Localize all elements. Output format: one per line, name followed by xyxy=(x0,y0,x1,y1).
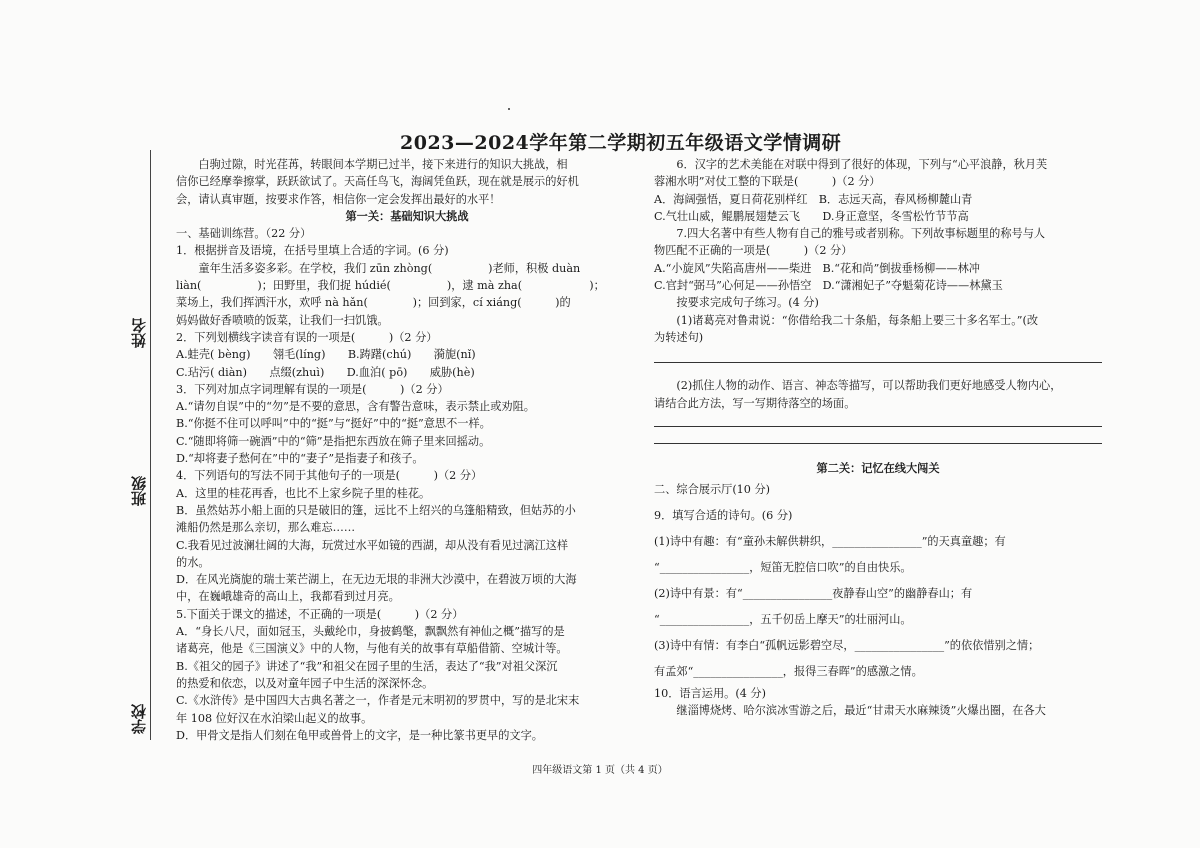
question-2: 2．下列划横线字读音有误的一项是( )（2 分） xyxy=(176,330,438,344)
school-label: 学校 xyxy=(130,704,148,734)
intro-line: 白驹过隙，时光荏苒，转眼间本学期已过半，接下来进行的知识大挑战，相 xyxy=(198,158,568,171)
option-line: 诸葛亮，他是《三国演义》中的人物，与他有关的故事有草船借箭、空城计等。 xyxy=(176,642,568,656)
question-line: 为转述句) xyxy=(654,330,704,344)
section1-title: 第一关：基础知识大挑战 xyxy=(345,208,469,223)
option-line: D．在风光旖旎的瑞士莱芒湖上，在无边无垠的非洲大沙漠中，在碧波万顷的大海 xyxy=(176,573,577,587)
option-line: D.“却将妻子愁何在”中的“妻子”是指妻子和孩子。 xyxy=(176,452,424,466)
question-4: 4．下列语句的写法不同于其他句子的一项是( )（2 分） xyxy=(176,469,483,483)
option-line: 中，在巍峨雄奇的高山上，我都看到过月亮。 xyxy=(176,590,400,604)
option-line: B.《祖父的园子》讲述了“我”和祖父在园子里的生活，表达了“我”对祖父深沉 xyxy=(176,659,558,673)
poem-blank-line: “________________，短笛无腔信口吹”的自由快乐。 xyxy=(654,561,912,575)
question-3: 3．下列对加点字词理解有误的一项是( )（2 分） xyxy=(176,382,449,396)
question-line: 继淄博烧烤、哈尔滨冰雪游之后，最近“甘肃天水麻辣烫”火爆出圈，在各大 xyxy=(676,704,1046,718)
option-line: 年 108 位好汉在水泊梁山起义的故事。 xyxy=(176,711,373,725)
option-line: 滩船仍然是那么亲切，那么难忘…… xyxy=(176,521,356,535)
question-line: 童年生活多姿多彩。在学校，我们 zūn zhòng( )老师，积极 duàn xyxy=(198,261,581,275)
question-1: 1．根据拼音及语境，在括号里填上合适的字词。(6 分) xyxy=(176,244,449,258)
option-line: C.玷污( diàn) 点缀(zhuì) D.血泊( pō) 威胁(hè) xyxy=(176,365,475,379)
option-line: 的热爱和依恋，以及对童年园子中生活的深深怀念。 xyxy=(176,676,434,690)
part-heading: 一、基础训练营。（22 分） xyxy=(176,227,312,241)
poem-blank-line: (3)诗中有情：有李白“孤帆远影碧空尽，________________”的依依惜别之情； xyxy=(654,639,1040,653)
option-line: A．这里的桂花再香，也比不上家乡院子里的桂花。 xyxy=(176,486,431,500)
question-7: 7.四大名著中有些人物有自己的雅号或者别称。下列故事标题里的称号与人 xyxy=(676,227,1046,241)
question-line: (1)诸葛亮对鲁肃说：“你借给我二十条船，每条船上要三十多名军士。”(改 xyxy=(676,313,1039,327)
option-line: A.蛙壳( bèng) 翎毛(líng) B.踌躇(chú) 漪旎(nǐ) xyxy=(176,348,476,362)
intro-line: 会，请认真审题，按要求作答，相信你一定会发挥出最好的水平！ xyxy=(176,192,501,206)
question-9: 9．填写合适的诗句。(6 分) xyxy=(654,509,793,523)
question-line: 蓉湘水明”对仗工整的下联是( )（2 分） xyxy=(654,175,881,189)
answer-line[interactable] xyxy=(654,426,1102,427)
page-title: 2023—2024学年第二学期初五年级语文学情调研 xyxy=(400,132,842,154)
option-line: B.“你挺不住可以呼叫”中的“挺”与“挺好”中的“挺”意思不一样。 xyxy=(176,417,491,431)
option-line: A．海阔强悟，夏日荷花别样红 B．志远天高，春风杨柳麓山青 xyxy=(654,192,973,206)
poem-blank-line: (2)诗中有景：有“________________夜静春山空”的幽静春山；有 xyxy=(654,587,973,601)
name-label: 姓名 xyxy=(130,318,148,348)
option-line: D．甲骨文是指人们刻在龟甲或兽骨上的文字，是一种比篆书更早的文字。 xyxy=(176,728,543,742)
left-column xyxy=(176,156,638,744)
poem-blank-line: (1)诗中有趣：有“童孙未解供耕织，________________”的天真童趣；有 xyxy=(654,535,1006,549)
option-line: C.气壮山威，鲲鹏展翅楚云飞 D.身正意坚，冬雪松竹节节高 xyxy=(654,209,969,223)
question-line: 物匹配不正确的一项是( )（2 分） xyxy=(654,244,853,258)
class-label: 班级 xyxy=(130,476,148,506)
option-line: B．虽然姑苏小船上面的只是破旧的篷，远比不上绍兴的乌篷船精致，但姑苏的小 xyxy=(176,503,576,517)
question-6: 6．汉字的艺术美能在对联中得到了很好的体现，下列与“心平浪静，秋月芙 xyxy=(676,158,1048,171)
option-line: C.“随即将筛一碗酒”中的“筛”是指把东西放在筛子里来回摇动。 xyxy=(176,434,491,448)
question-5: 5.下面关于课文的描述，不正确的一项是( )（2 分） xyxy=(176,607,464,621)
right-column xyxy=(654,156,1102,720)
page-footer: 四年级语文第 1 页（共 4 页） xyxy=(532,765,668,776)
poem-blank-line: “________________，五千仞岳上摩天”的壮丽河山。 xyxy=(654,613,912,627)
section2-block xyxy=(654,477,1102,685)
part-heading: 二、综合展示厅(10 分) xyxy=(654,483,771,497)
answer-line[interactable] xyxy=(654,362,1102,363)
question-10: 10．语言运用。(4 分) xyxy=(654,687,766,701)
option-line: A.“请勿自误”中的“勿”是不要的意思，含有警告意味，表示禁止或劝阻。 xyxy=(176,400,535,414)
question-line: 菜场上，我们挥洒汗水，欢呼 nà hǎn( )；回到家，cí xiáng( )的 xyxy=(176,296,571,310)
option-line: A．“身长八尺，面如冠玉，头戴纶巾，身披鹤氅，飘飘然有神仙之概”描写的是 xyxy=(176,625,565,639)
option-line: A.“小旋风”失陷高唐州——柴进 B.“花和尚”倒拔垂杨柳——林冲 xyxy=(654,261,980,275)
question-8: 按要求完成句子练习。(4 分) xyxy=(676,296,819,310)
option-line: C.我看见过波澜壮阔的大海，玩赏过水平如镜的西湖，却从没有看见过漓江这样 xyxy=(176,538,569,552)
question-line: 请结合此方法，写一写期待落空的场面。 xyxy=(654,396,856,410)
option-line: 的水。 xyxy=(176,555,210,569)
poem-blank-line: 有孟郊“________________，报得三春晖”的感激之情。 xyxy=(654,665,923,679)
scan-speck xyxy=(508,108,510,110)
answer-line[interactable] xyxy=(654,443,1102,444)
binding-line xyxy=(150,150,151,740)
option-line: C.《水浒传》是中国四大古典名著之一，作者是元末明初的罗贯中，写的是北宋末 xyxy=(176,694,580,708)
option-line: C.官封“弼马”心何足——孙悟空 D.“潇湘妃子”夺魁菊花诗——林黛玉 xyxy=(654,279,1003,293)
question-line: 妈妈做好香喷喷的饭菜，让我们一扫饥饿。 xyxy=(176,313,389,327)
question-line: (2)抓住人物的动作、语言、神态等描写，可以帮助我们更好地感受人物内心， xyxy=(676,379,1062,393)
section2-title: 第二关：记忆在线大闯关 xyxy=(816,460,940,475)
question-line: liàn( )；田野里，我们捉 húdié( )，逮 mà zha( )； xyxy=(176,279,605,293)
intro-line: 信你已经摩拳擦掌，跃跃欲试了。天高任鸟飞，海阔凭鱼跃，现在就是展示的好机 xyxy=(176,175,579,189)
